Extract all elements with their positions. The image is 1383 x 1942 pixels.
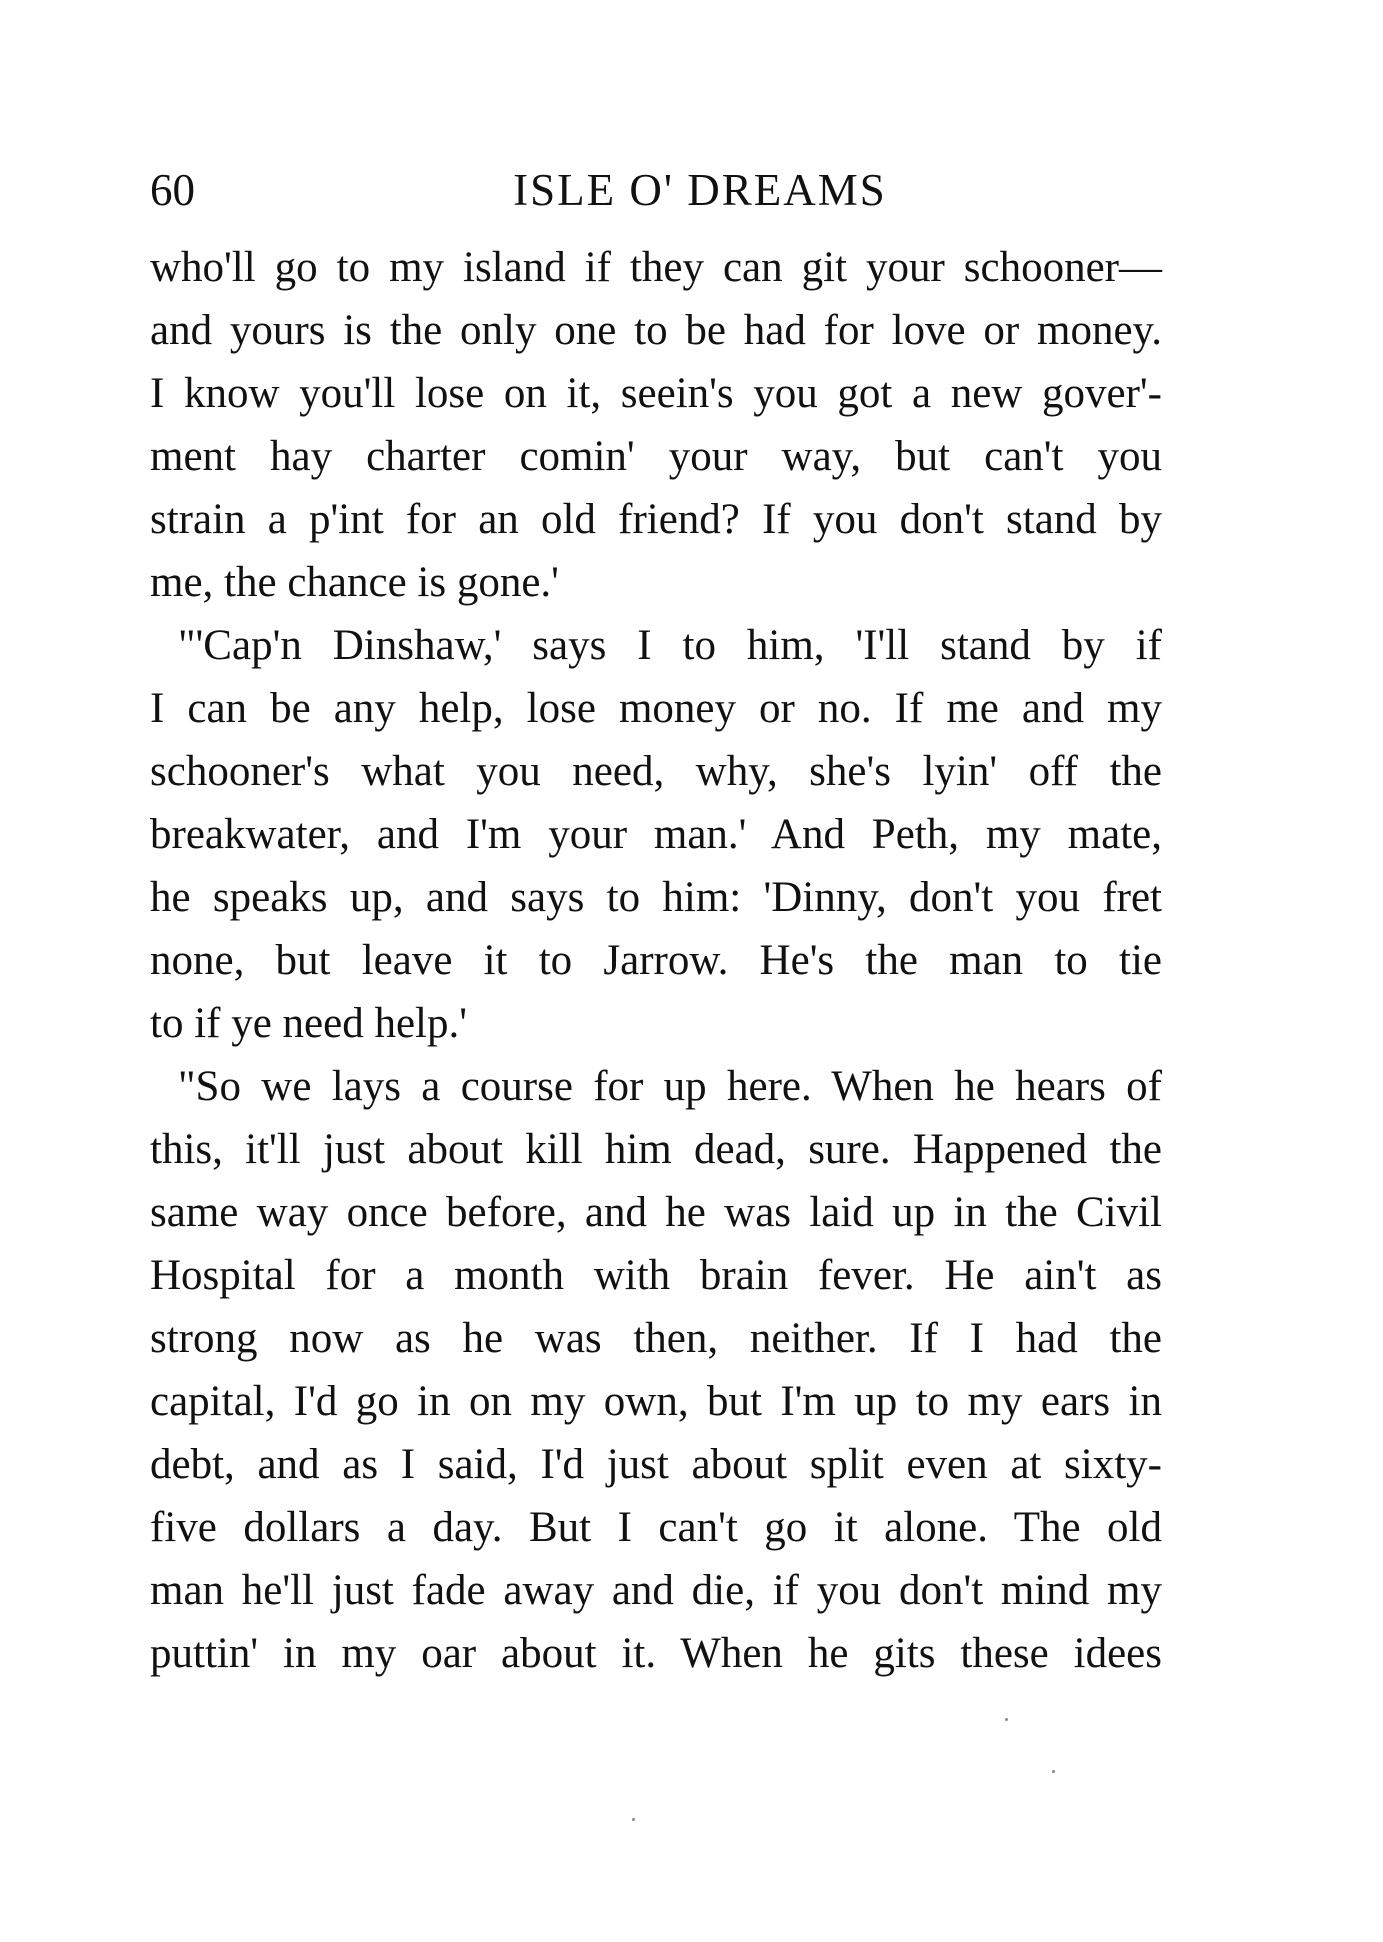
text-line: strain a p'int for an old friend? If you don't stand by bbox=[150, 496, 1162, 543]
text-line: same way once before, and he was laid up in the Civil bbox=[150, 1189, 1162, 1236]
text-line: "'Cap'n Dinshaw,' says I to him, 'I'll stand by if bbox=[178, 622, 1162, 669]
text-line: man he'll just fade away and die, if you don't mind my bbox=[150, 1567, 1162, 1614]
text-line: me, the chance is gone.' bbox=[150, 559, 559, 606]
text-line: to if ye need help.' bbox=[150, 1000, 467, 1047]
text-line: I know you'll lose on it, seein's you got a new gover'- bbox=[150, 370, 1162, 417]
text-line: capital, I'd go in on my own, but I'm up to my ears in bbox=[150, 1378, 1162, 1425]
page-number: 60 bbox=[150, 165, 195, 215]
text-line: schooner's what you need, why, she's lyin' off the bbox=[150, 748, 1162, 795]
text-line: strong now as he was then, neither. If I had the bbox=[150, 1315, 1162, 1362]
text-line: I can be any help, lose money or no. If me and my bbox=[150, 685, 1162, 732]
text-line: puttin' in my oar about it. When he gits these idees bbox=[150, 1630, 1162, 1677]
text-line: debt, and as I said, I'd just about split even at sixty- bbox=[150, 1441, 1162, 1488]
running-title: ISLE O' DREAMS bbox=[513, 165, 887, 215]
scan-speck bbox=[632, 1818, 635, 1821]
body-text bbox=[150, 236, 1162, 1685]
scan-speck bbox=[1005, 1718, 1008, 1721]
text-line: "So we lays a course for up here. When he hears of bbox=[178, 1063, 1162, 1110]
text-line: breakwater, and I'm your man.' And Peth, my mate, bbox=[150, 811, 1162, 858]
text-line: he speaks up, and says to him: 'Dinny, don't you fret bbox=[150, 874, 1162, 921]
text-line: five dollars a day. But I can't go it alone. The old bbox=[150, 1504, 1162, 1551]
text-line: who'll go to my island if they can git your schooner— bbox=[150, 244, 1162, 291]
text-line: ment hay charter comin' your way, but can't you bbox=[150, 433, 1162, 480]
text-line: and yours is the only one to be had for love or money. bbox=[150, 307, 1162, 354]
scan-speck bbox=[1052, 1770, 1055, 1773]
text-line: none, but leave it to Jarrow. He's the man to tie bbox=[150, 937, 1162, 984]
page-header bbox=[150, 160, 1160, 220]
text-line: this, it'll just about kill him dead, sure. Happened the bbox=[150, 1126, 1162, 1173]
text-line: Hospital for a month with brain fever. He ain't as bbox=[150, 1252, 1162, 1299]
